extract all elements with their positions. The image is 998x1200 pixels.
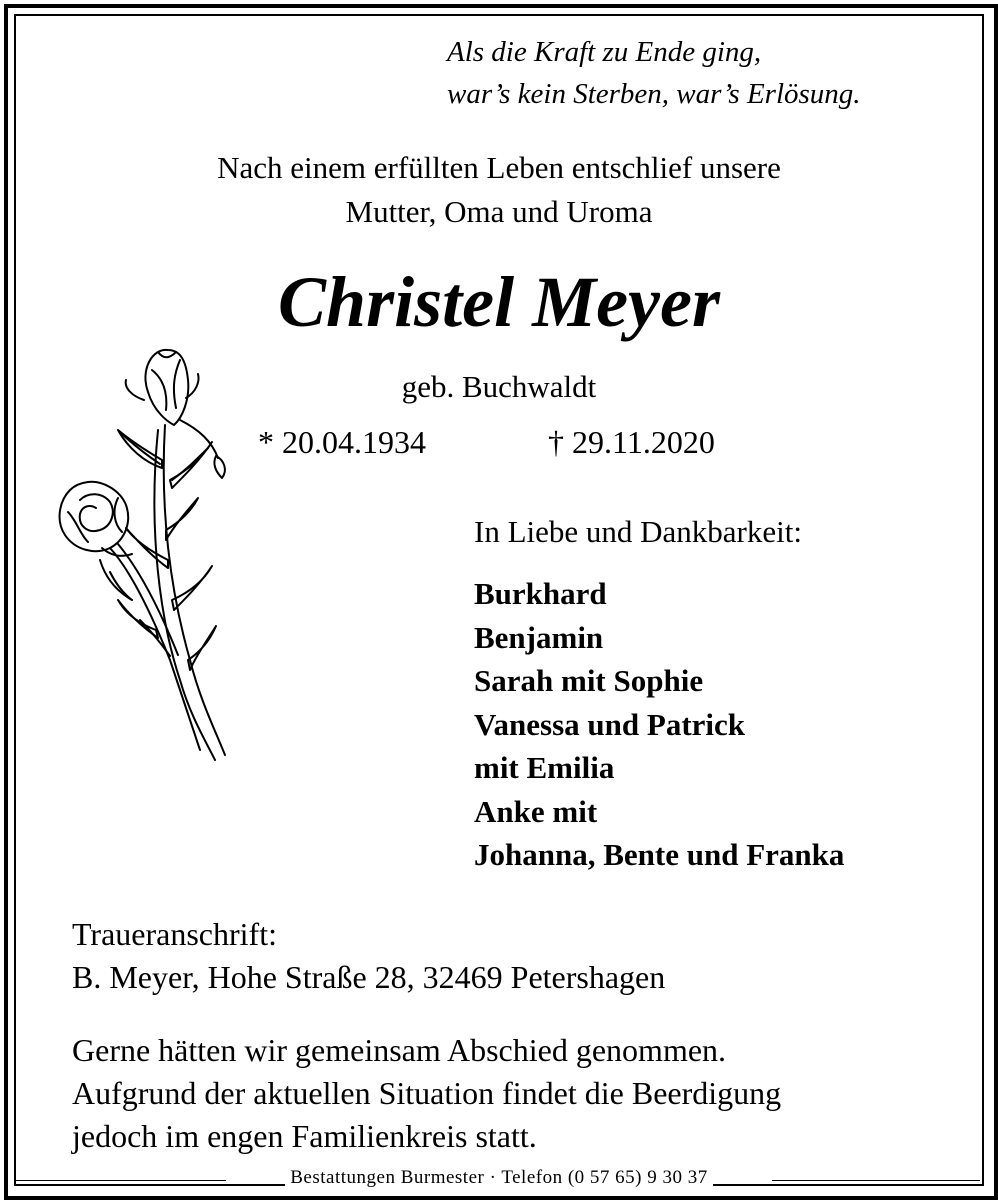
- notice-line-1: Gerne hätten wir gemeinsam Abschied genommen.: [72, 1032, 727, 1068]
- mourner-name: Anke mit: [474, 794, 598, 829]
- birth-name: geb. Buchwaldt: [401, 369, 597, 404]
- death-date: † 29.11.2020: [548, 424, 715, 460]
- footer: [0, 1167, 998, 1189]
- mourner-name: mit Emilia: [474, 750, 615, 785]
- address-value: B. Meyer, Hohe Straße 28, 32469 Petershagen: [72, 959, 666, 995]
- birth-date: * 20.04.1934: [258, 424, 426, 460]
- motto-line-2: war’s kein Sterben, war’s Erlösung.: [447, 78, 861, 110]
- mourner-name: Benjamin: [474, 620, 604, 655]
- mourner-name: Sarah mit Sophie: [474, 663, 704, 698]
- mourner-name: Burkhard: [474, 576, 607, 611]
- address-label: Traueranschrift:: [72, 916, 277, 952]
- mourners-heading: In Liebe und Dankbarkeit:: [474, 514, 802, 549]
- notice-line-3: jedoch im engen Familienkreis statt.: [72, 1118, 537, 1154]
- motto-line-1: Als die Kraft zu Ende ging,: [447, 36, 762, 68]
- intro-line-1: Nach einem erfüllten Leben entschlief unsere: [217, 150, 781, 185]
- rose-illustration: [40, 330, 240, 770]
- mourner-name: Vanessa und Patrick: [474, 707, 746, 742]
- notice-line-2: Aufgrund der aktuellen Situation findet die Beerdigung: [72, 1075, 782, 1111]
- mourner-name: Johanna, Bente und Franka: [474, 837, 845, 872]
- deceased-name: Christel Meyer: [278, 262, 720, 342]
- footer-text: Bestattungen Burmester · Telefon (0 57 65) 9 30 37: [285, 1167, 713, 1188]
- intro-line-2: Mutter, Oma und Uroma: [345, 194, 653, 229]
